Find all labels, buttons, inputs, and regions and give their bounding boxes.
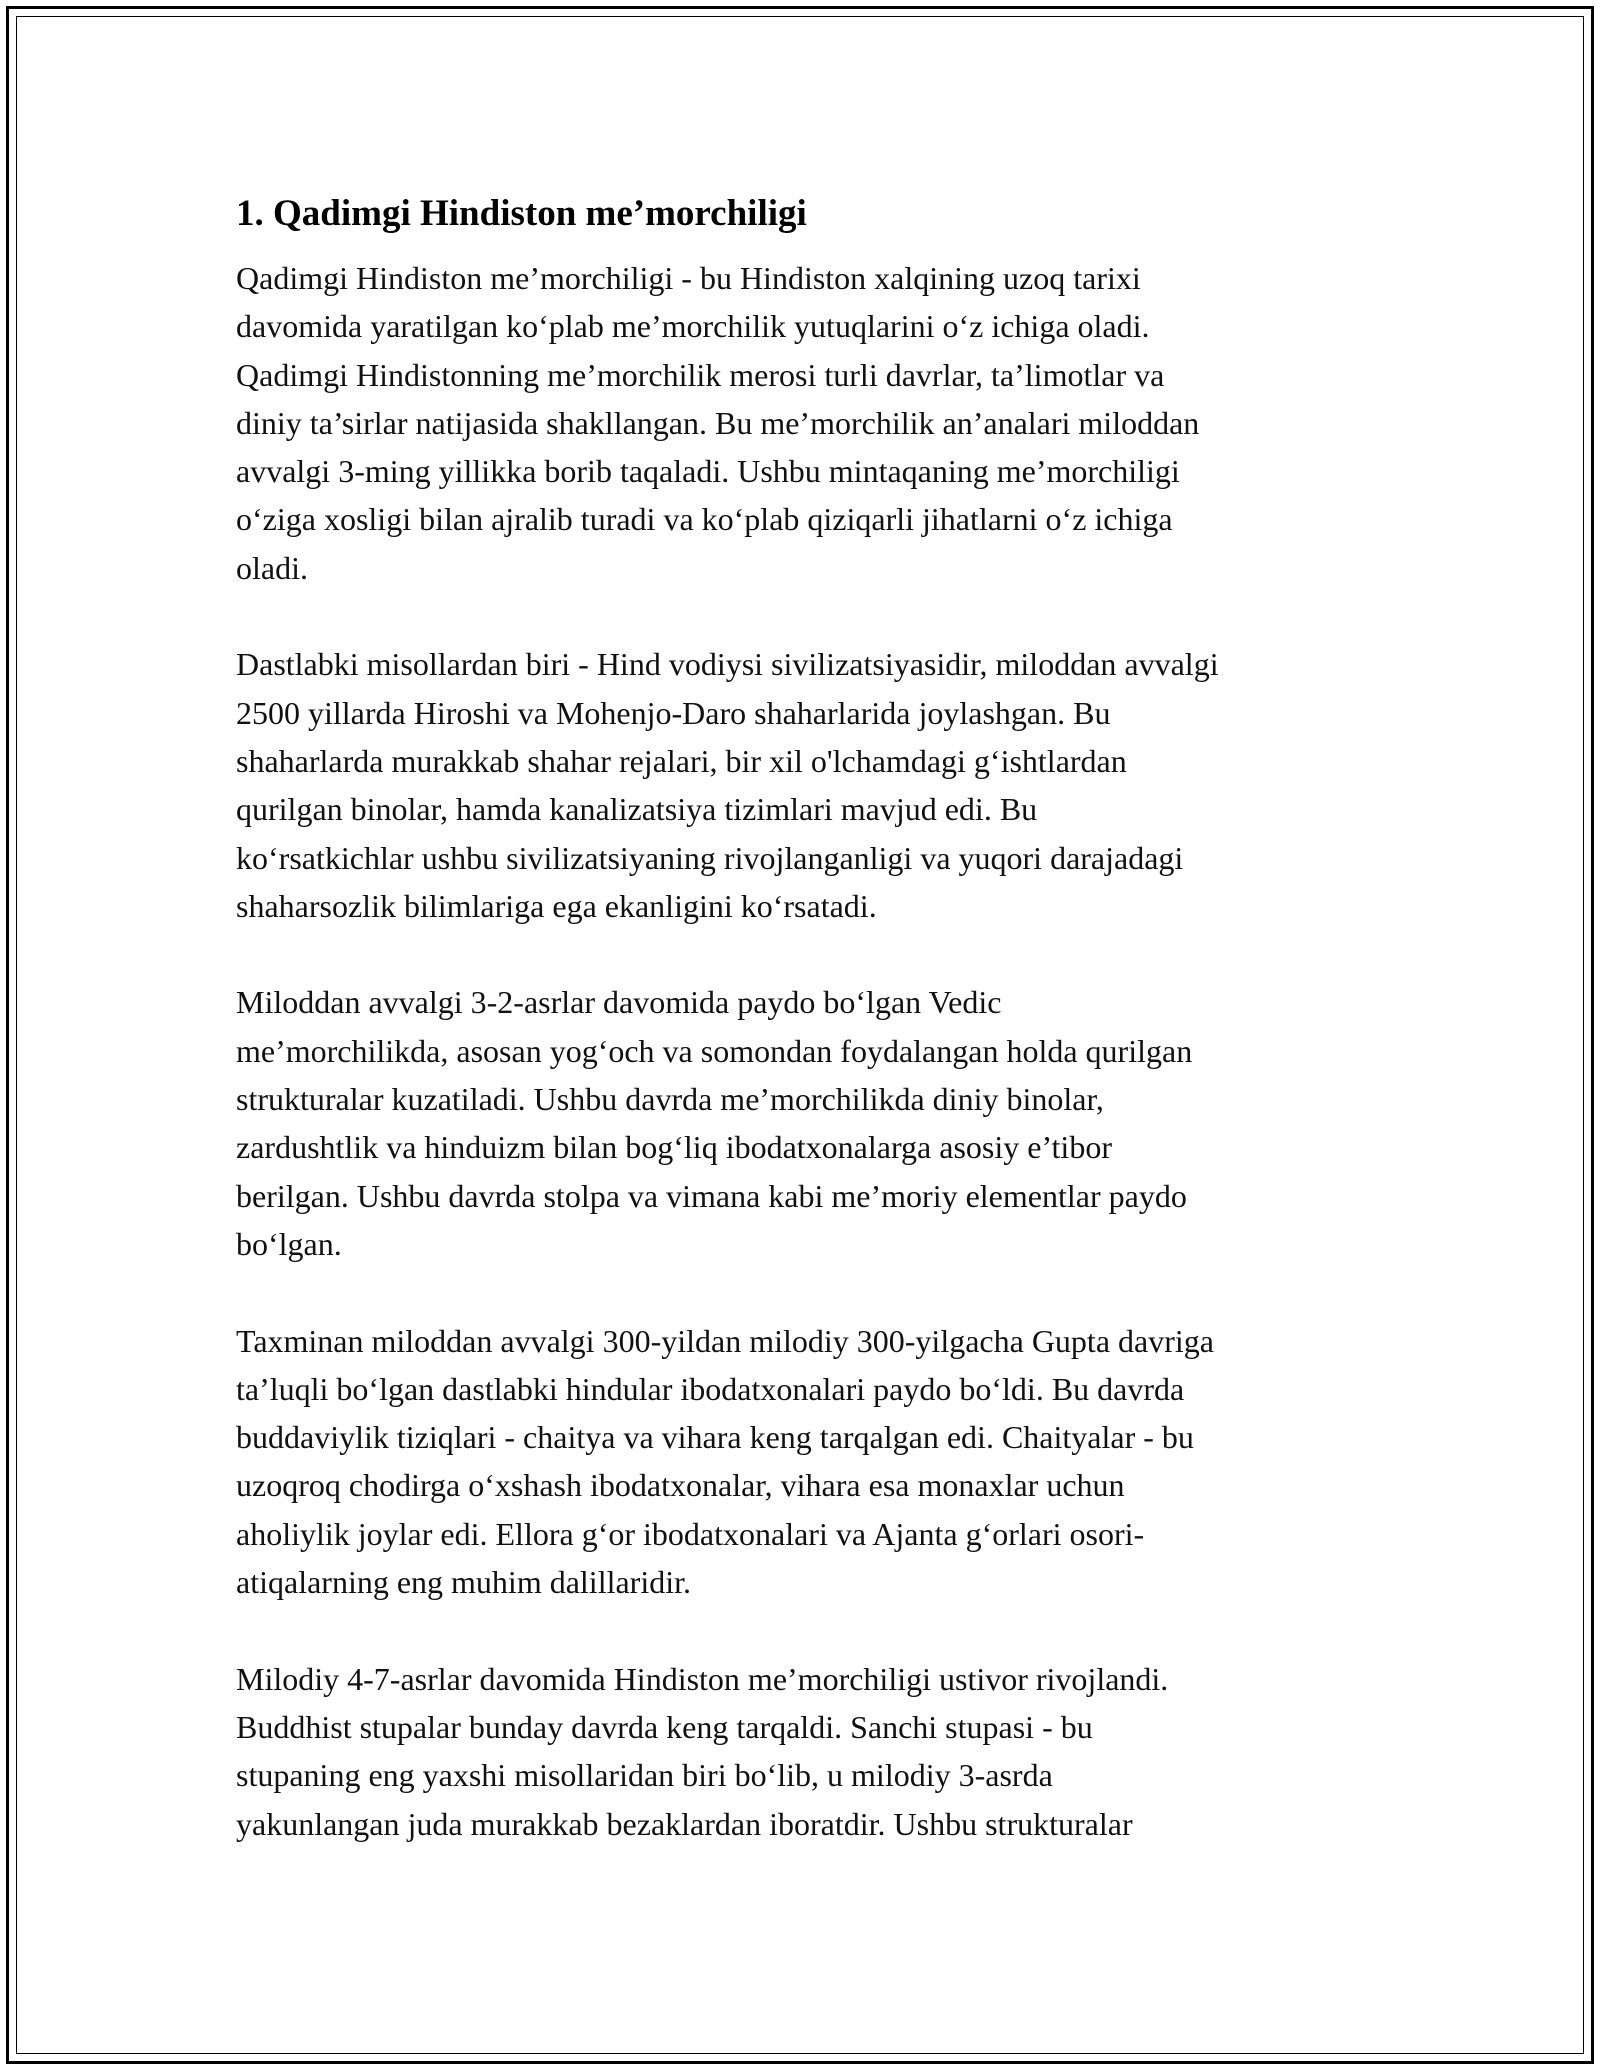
paragraph-line: strukturalar kuzatiladi. Ushbu davrda me’morchilikda diniy binolar, (236, 1081, 1104, 1118)
paragraph-line: Taxminan miloddan avvalgi 300-yildan milodiy 300-yilgacha Gupta davriga (236, 1322, 1214, 1359)
paragraph-line: koʻrsatkichlar ushbu sivilizatsiyaning rivojlanganligi va yuqori darajadagi (236, 839, 1184, 876)
paragraph-line: shaharsozlik bilimlariga ega ekanligini koʻrsatadi. (236, 887, 877, 924)
paragraph-line: stupaning eng yaxshi misollaridan biri boʻlib, u milodiy 3-asrda (236, 1757, 1053, 1794)
paragraph-line: boʻlgan. (236, 1225, 342, 1262)
paragraph-line: ta’luqli boʻlgan dastlabki hindular ibodatxonalari paydo boʻldi. Bu davrda (236, 1370, 1185, 1407)
paragraph-line: Miloddan avvalgi 3-2-asrlar davomida paydo boʻlgan Vedic (236, 984, 1002, 1021)
paragraph-2 (236, 640, 1366, 930)
section-heading: 1. Qadimgi Hindiston me’morchiligi (236, 193, 807, 234)
paragraph-line: avvalgi 3-ming yillikka borib taqaladi. Ushbu mintaqaning me’morchiligi (236, 453, 1180, 490)
paragraph-line: diniy ta’sirlar natijasida shakllangan. Bu me’morchilik an’analari miloddan (236, 404, 1200, 441)
paragraph-line: buddaviylik tiziqlari - chaitya va vihara keng tarqalgan edi. Chaityalar - bu (236, 1419, 1194, 1456)
paragraph-line: yakunlangan juda murakkab bezaklardan iboratdir. Ushbu strukturalar (236, 1805, 1133, 1842)
paragraph-line: Dastlabki misollardan biri - Hind vodiysi sivilizatsiyasidir, miloddan avvalgi (236, 646, 1219, 683)
paragraph-1 (236, 254, 1366, 592)
paragraph-line: davomida yaratilgan koʻplab me’morchilik yutuqlarini oʻz ichiga oladi. (236, 308, 1150, 345)
paragraph-line: oʻziga xosligi bilan ajralib turadi va koʻplab qiziqarli jihatlarni oʻz ichiga (236, 501, 1173, 538)
paragraph-4 (236, 1317, 1366, 1607)
paragraph-line: me’morchilikda, asosan yogʻoch va somondan foydalangan holda qurilgan (236, 1032, 1193, 1069)
paragraph-line: atiqalarning eng muhim dalillaridir. (236, 1564, 691, 1601)
paragraph-line: 2500 yillarda Hiroshi va Mohenjo-Daro shaharlarida joylashgan. Bu (236, 694, 1111, 731)
paragraph-line: aholiylik joylar edi. Ellora gʻor ibodatxonalari va Ajanta gʻorlari osori- (236, 1515, 1145, 1552)
paragraph-line: Buddhist stupalar bunday davrda keng tarqaldi. Sanchi stupasi - bu (236, 1708, 1093, 1745)
document-body (236, 186, 1366, 1896)
paragraph-line: oladi. (236, 549, 308, 586)
paragraph-3 (236, 978, 1366, 1268)
paragraph-line: Qadimgi Hindistonning me’morchilik merosi turli davrlar, ta’limotlar va (236, 356, 1165, 393)
paragraph-line: berilgan. Ushbu davrda stolpa va vimana kabi me’moriy elementlar paydo (236, 1177, 1187, 1214)
paragraph-line: uzoqroq chodirga oʻxshash ibodatxonalar, vihara esa monaxlar uchun (236, 1467, 1125, 1504)
paragraph-line: Qadimgi Hindiston me’morchiligi - bu Hindiston xalqining uzoq tarixi (236, 260, 1141, 296)
paragraph-line: shaharlarda murakkab shahar rejalari, bir xil o'lchamdagi gʻishtlardan (236, 742, 1127, 779)
paragraph-line: Milodiy 4-7-asrlar davomida Hindiston me’morchiligi ustivor rivojlandi. (236, 1660, 1169, 1697)
paragraph-line: qurilgan binolar, hamda kanalizatsiya tizimlari mavjud edi. Bu (236, 791, 1038, 828)
paragraph-line: zardushtlik va hinduizm bilan bogʻliq ibodatxonalarga asosiy e’tibor (236, 1129, 1112, 1166)
paragraph-5 (236, 1655, 1366, 1848)
